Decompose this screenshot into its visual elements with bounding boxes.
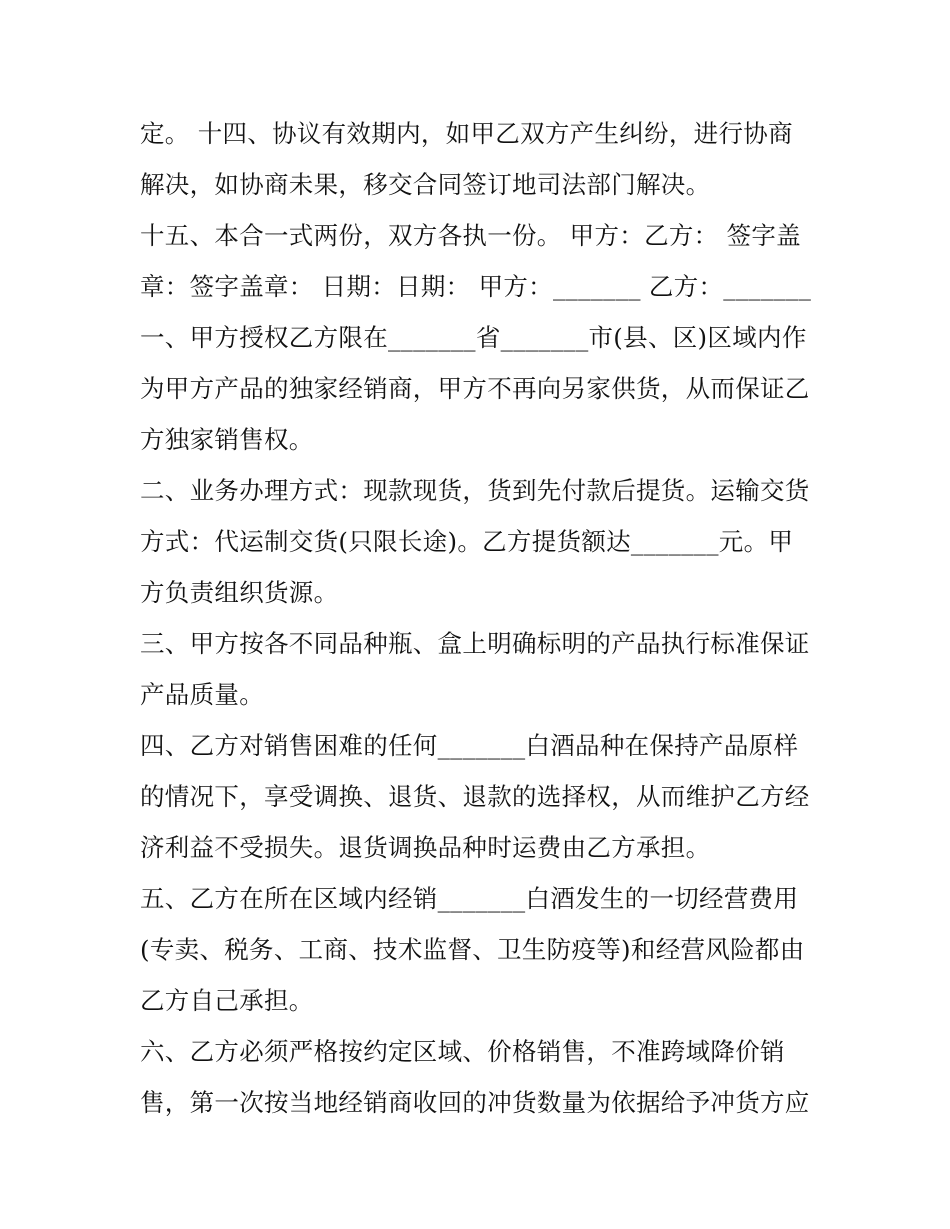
text-line: 售，第一次按当地经销商收回的冲货数量为依据给予冲货方应: [140, 1088, 810, 1117]
text-line: 方式：代运制交货(只限长途)。乙方提货额达_______元。甲: [140, 527, 794, 556]
text-line: 五、乙方在所在区域内经销_______白酒发生的一切经营费用: [140, 884, 799, 913]
text-line: (专卖、税务、工商、技术监督、卫生防疫等)和经营风险都由: [140, 935, 805, 964]
text-line: 方独家销售权。: [140, 425, 314, 454]
text-line: 三、甲方按各不同品种瓶、盒上明确标明的产品执行标准保证: [140, 629, 810, 658]
text-line: 章：签字盖章： 日期：日期： 甲方：_______ 乙方：_______: [140, 272, 812, 301]
text-line: 定。 十四、协议有效期内，如甲乙双方产生纠纷，进行协商: [140, 119, 793, 148]
text-line: 为甲方产品的独家经销商，甲方不再向另家供货，从而保证乙: [140, 374, 810, 403]
text-line: 四、乙方对销售困难的任何_______白酒品种在保持产品原样: [140, 731, 799, 760]
text-line: 六、乙方必须严格按约定区域、价格销售，不准跨域降价销: [140, 1037, 785, 1066]
text-line: 的情况下，享受调换、退货、退款的选择权，从而维护乙方经: [140, 782, 810, 811]
text-line: 产品质量。: [140, 680, 264, 709]
text-line: 一、甲方授权乙方限在_______省_______市(县、区)区域内作: [140, 323, 807, 352]
text-line: 济利益不受损失。退货调换品种时运费由乙方承担。: [140, 833, 711, 862]
document-body: [140, 108, 820, 1128]
text-line: 解决，如协商未果，移交合同签订地司法部门解决。: [140, 170, 711, 199]
text-line: 二、业务办理方式：现款现货，货到先付款后提货。运输交货: [140, 476, 810, 505]
text-line: 十五、本合一式两份，双方各执一份。 甲方：乙方： 签字盖: [140, 221, 801, 250]
text-line: 方负责组织货源。: [140, 578, 339, 607]
text-line: 乙方自己承担。: [140, 986, 314, 1015]
